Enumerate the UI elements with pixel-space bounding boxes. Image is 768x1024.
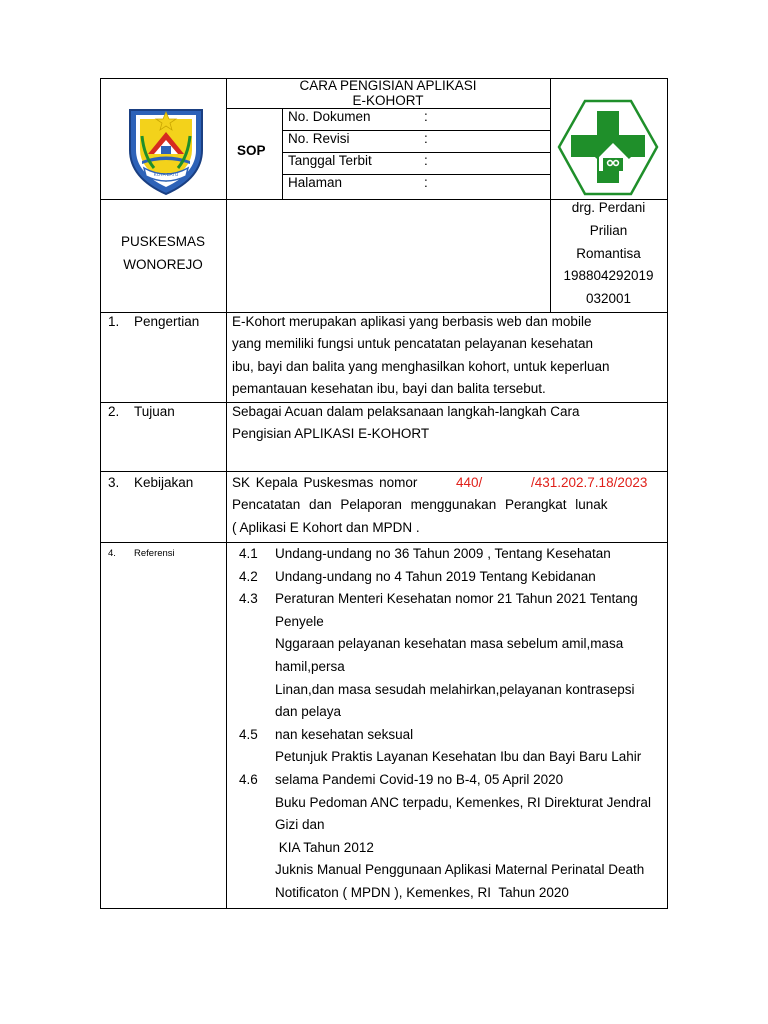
ref-text: KIA Tahun 2012 (275, 840, 374, 855)
pengertian-line-1: E-Kohort merupakan aplikasi yang berbasis web dan mobile (232, 314, 592, 329)
ref-text: Penyele (275, 614, 324, 629)
meta-no-dokumen-sep: : (424, 109, 428, 124)
ref-text: Gizi dan (275, 817, 325, 832)
ref-text: nan kesehatan seksual (275, 727, 414, 742)
org-name-line2: WONOREJO (123, 257, 203, 272)
ref-num: 4.2 (239, 569, 258, 584)
ref-num: 4.5 (239, 727, 258, 742)
ref-text: Linan,dan masa sesudah melahirkan,pelayanan kontrasepsi (275, 682, 635, 697)
meta-tanggal-terbit-label: Tanggal Terbit (288, 153, 372, 168)
logo-ribbon-text: KOTA BATU (153, 172, 179, 177)
ref-num: 4.3 (239, 591, 258, 606)
pengertian-line-4: pemantauan kesehatan ibu, bayi dan balita tersebut. (232, 381, 546, 396)
meta-no-dokumen-label: No. Dokumen (288, 109, 371, 124)
ref-text: Buku Pedoman ANC terpadu, Kemenkes, RI Direkturat Jendral (275, 795, 651, 810)
section-3-number: 3. (108, 475, 120, 490)
meta-tanggal-terbit-sep: : (424, 153, 428, 168)
section-2-title: Tujuan (134, 404, 175, 419)
pengertian-line-2: yang memiliki fungsi untuk pencatatan pelayanan kesehatan (232, 336, 593, 351)
section-1-title: Pengertian (134, 314, 200, 329)
ref-text: hamil,persa (275, 659, 345, 674)
signer-nip-line2: 032001 (585, 291, 632, 306)
document-title-line2: E-KOHORT (352, 93, 424, 108)
tujuan-line-2: Pengisian APLIKASI E-KOHORT (232, 426, 430, 441)
meta-no-revisi-sep: : (424, 131, 428, 146)
meta-no-revisi-label: No. Revisi (288, 131, 350, 146)
kebijakan-sk-number-part2: /431.202.7.18/2023 (531, 475, 648, 490)
ref-text: Undang-undang no 4 Tahun 2019 Tentang Kebidanan (275, 569, 596, 584)
sop-label: SOP (237, 143, 266, 158)
ref-num: 4.1 (239, 546, 258, 561)
kebijakan-sk-number-part1: 440/ (456, 475, 483, 490)
ref-text: Juknis Manual Penggunaan Aplikasi Maternal Perinatal Death (275, 862, 645, 877)
puskesmas-logo (557, 99, 659, 196)
pengertian-line-3: ibu, bayi dan balita yang menghasilkan kohort, untuk keperluan (232, 359, 610, 374)
tujuan-line-1: Sebagai Acuan dalam pelaksanaan langkah-langkah Cara (232, 404, 580, 419)
ref-text: Petunjuk Praktis Layanan Kesehatan Ibu dan Bayi Baru Lahir (275, 749, 642, 764)
signer-name-line1: drg. Perdani (571, 200, 646, 215)
ref-text: Peraturan Menteri Kesehatan nomor 21 Tahun 2021 Tentang (275, 591, 638, 606)
section-3-title: Kebijakan (134, 475, 194, 490)
meta-halaman-sep: : (424, 175, 428, 190)
org-name-line1: PUSKESMAS (120, 234, 206, 249)
meta-halaman-label: Halaman (288, 175, 343, 190)
kota-batu-logo (124, 106, 208, 196)
ref-num: 4.6 (239, 772, 258, 787)
document-title-line1: CARA PENGISIAN APLIKASI (299, 78, 477, 93)
section-4-title: Referensi (134, 548, 175, 559)
kebijakan-line-2: Pencatatan dan Pelaporan menggunakan Perangkat lunak (232, 497, 608, 512)
signer-name-line3: Romantisa (576, 246, 641, 261)
section-1-number: 1. (108, 314, 120, 329)
signer-name-line2: Prilian (589, 223, 628, 238)
ref-text: selama Pandemi Covid-19 no B-4, 05 April 2020 (275, 772, 564, 787)
ref-text: dan pelaya (275, 704, 342, 719)
ref-text: Nggaraan pelayanan kesehatan masa sebelum amil,masa (275, 636, 624, 651)
section-4-number: 4. (108, 548, 116, 559)
kebijakan-line-1-prefix: SK Kepala Puskesmas nomor (232, 475, 418, 490)
kebijakan-line-3: ( Aplikasi E Kohort dan MPDN . (232, 520, 420, 535)
ref-text: Undang-undang no 36 Tahun 2009 , Tentang Kesehatan (275, 546, 611, 561)
section-2-number: 2. (108, 404, 120, 419)
ref-text: Notificaton ( MPDN ), Kemenkes, RI Tahun 2020 (275, 885, 569, 900)
signer-nip-line1: 198804292019 (563, 268, 654, 283)
